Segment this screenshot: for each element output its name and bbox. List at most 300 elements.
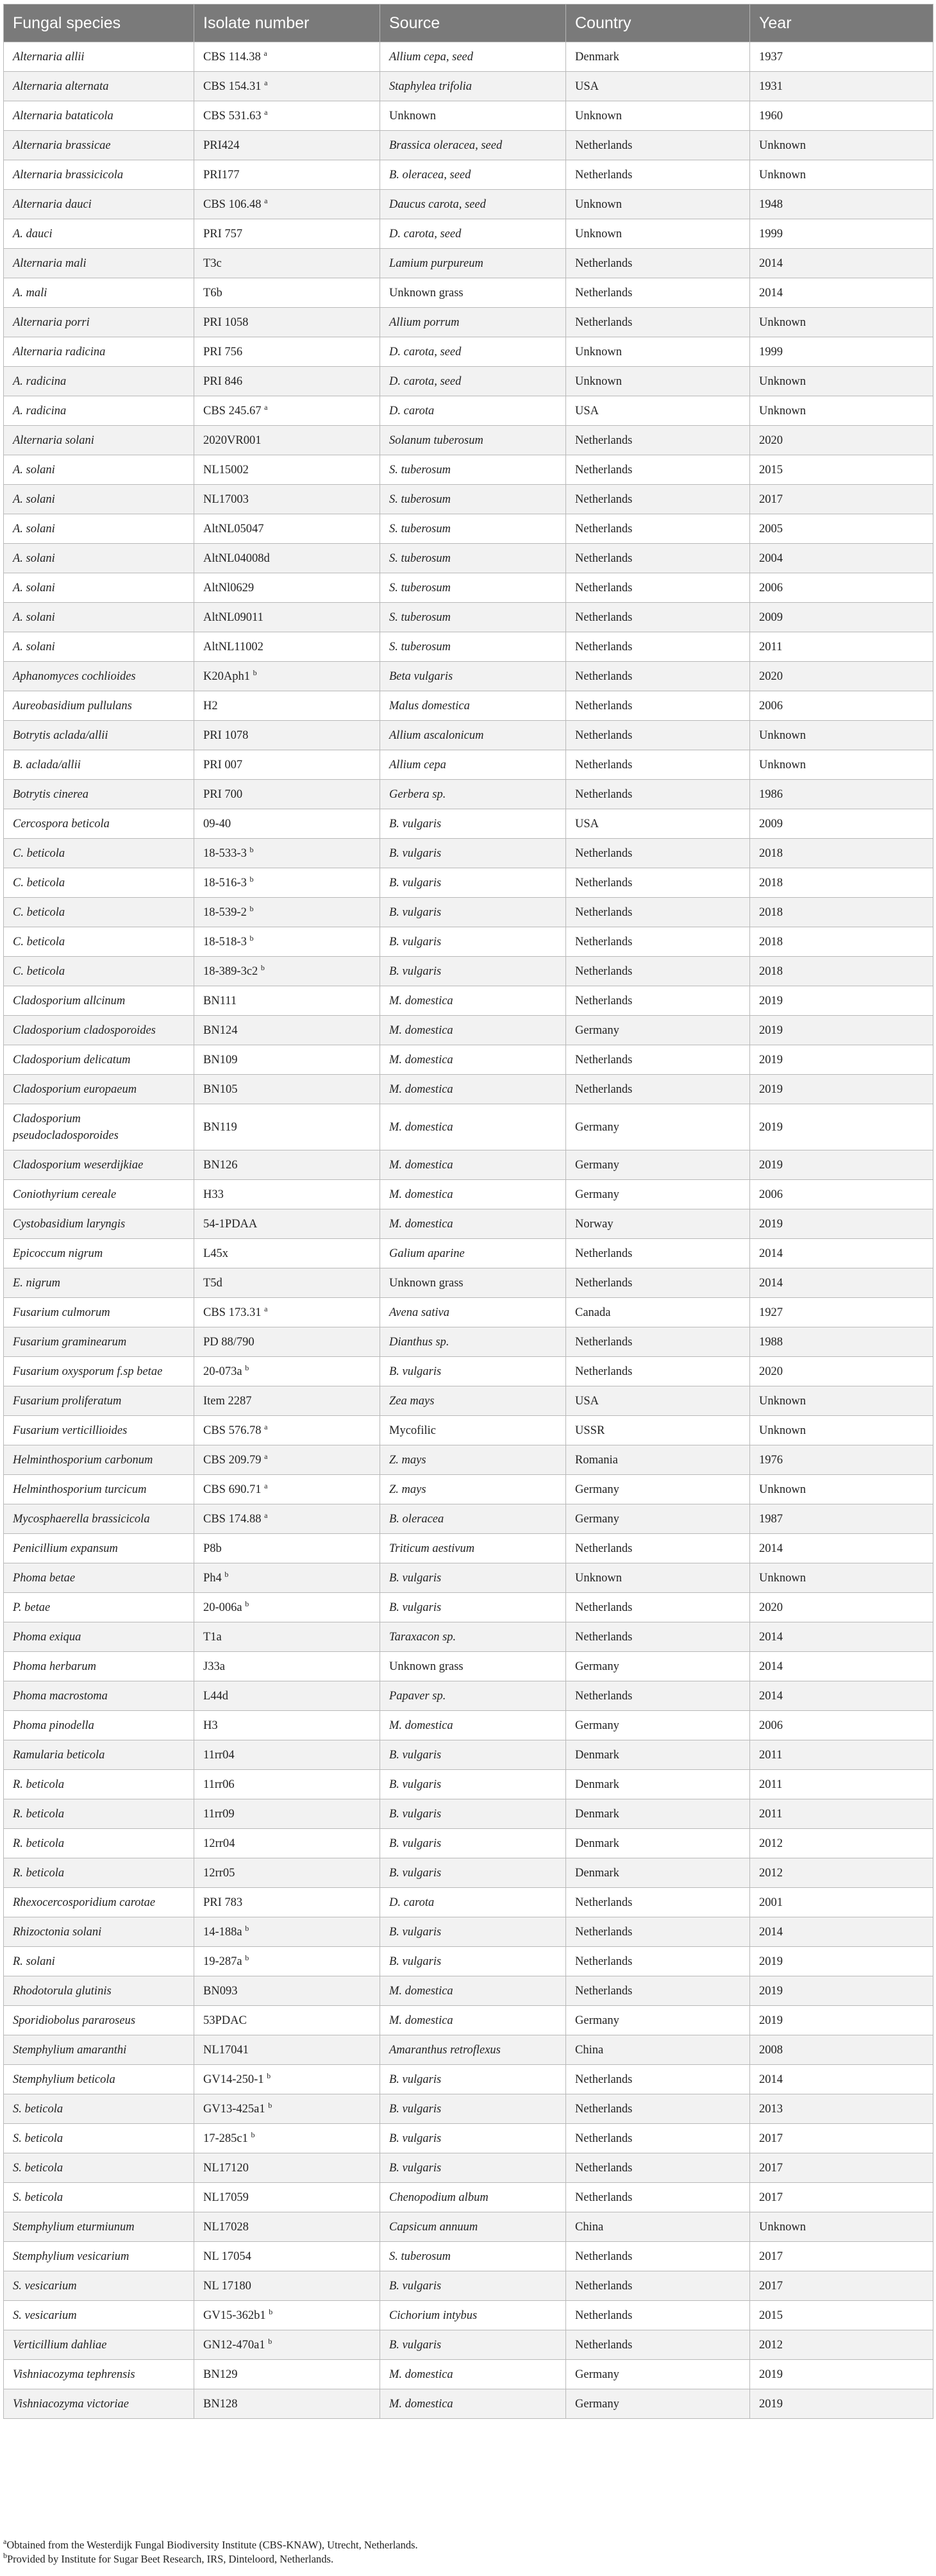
cell-source-text: Mycofilic	[389, 1424, 436, 1437]
cell-source-text: B. vulgaris	[389, 905, 442, 919]
footnote-ref: a	[264, 1451, 268, 1461]
cell-isolate	[194, 42, 380, 72]
cell-year	[750, 2330, 933, 2360]
cell-isolate-text: PRI 783	[203, 1896, 243, 1909]
cell-year	[750, 1534, 933, 1563]
cell-year-text: 2006	[759, 1188, 783, 1201]
cell-country	[566, 750, 750, 780]
cell-source	[380, 219, 566, 249]
cell-source-text: Amaranthus retroflexus	[389, 2043, 501, 2057]
cell-isolate	[194, 1075, 380, 1104]
table-row	[4, 1917, 933, 1947]
table-row	[4, 1504, 933, 1534]
footnote-ref: b	[245, 1953, 249, 1962]
cell-source-text: Staphylea trifolia	[389, 80, 472, 93]
cell-isolate	[194, 691, 380, 721]
header-year: Year	[750, 4, 933, 42]
cell-source-text: B. vulgaris	[389, 876, 442, 889]
cell-species-text: R. beticola	[13, 1866, 65, 1880]
cell-year	[750, 544, 933, 573]
table-row	[4, 1475, 933, 1504]
cell-species-text: Fusarium proliferatum	[13, 1394, 122, 1408]
cell-source-text: Gerbera sp.	[389, 787, 446, 801]
cell-country	[566, 219, 750, 249]
table-row	[4, 1770, 933, 1799]
cell-year-text: 2013	[759, 2102, 783, 2116]
cell-country-text: Netherlands	[575, 434, 633, 447]
cell-species	[4, 1947, 194, 1976]
cell-isolate	[194, 131, 380, 160]
cell-isolate	[194, 2242, 380, 2271]
cell-isolate-text: CBS 174.88	[203, 1512, 262, 1526]
cell-species	[4, 1150, 194, 1180]
cell-source-text: B. vulgaris	[389, 2161, 442, 2175]
cell-species	[4, 2389, 194, 2419]
cell-source-text: B. oleracea, seed	[389, 168, 471, 181]
cell-species	[4, 839, 194, 868]
cell-species-text: P. betae	[13, 1601, 51, 1614]
cell-country	[566, 2065, 750, 2094]
cell-species	[4, 1180, 194, 1209]
cell-source	[380, 190, 566, 219]
cell-source	[380, 868, 566, 898]
cell-isolate-text: 12rr04	[203, 1837, 235, 1850]
cell-country	[566, 1445, 750, 1475]
cell-year-text: 2015	[759, 2309, 783, 2322]
cell-country-text: Netherlands	[575, 905, 633, 919]
cell-year-text: Unknown	[759, 758, 806, 771]
cell-species-text: Penicillium expansum	[13, 1542, 118, 1555]
cell-isolate-text: CBS 690.71	[203, 1483, 262, 1496]
cell-isolate-text: PRI 1058	[203, 316, 249, 329]
cell-isolate-text: Ph4	[203, 1571, 222, 1585]
cell-isolate	[194, 2271, 380, 2301]
cell-species-text: A. solani	[13, 640, 55, 653]
cell-isolate	[194, 101, 380, 131]
table-row	[4, 2330, 933, 2360]
cell-isolate-text: H3	[203, 1719, 218, 1732]
cell-species-text: Stemphylium amaranthi	[13, 2043, 127, 2057]
cell-species-text: Coniothyrium cereale	[13, 1188, 117, 1201]
cell-country-text: Germany	[575, 2014, 619, 2027]
cell-species-text: A. dauci	[13, 227, 53, 240]
cell-year-text: 1987	[759, 1512, 783, 1526]
cell-country	[566, 101, 750, 131]
footnote-ref: b	[249, 845, 254, 854]
cell-year-text: 2014	[759, 1247, 783, 1260]
cell-species-text: Mycosphaerella brassicicola	[13, 1512, 150, 1526]
cell-source-text: M. domestica	[389, 2014, 453, 2027]
cell-source	[380, 2271, 566, 2301]
cell-country	[566, 2212, 750, 2242]
cell-country-text: Germany	[575, 1660, 619, 1673]
cell-year-text: 2009	[759, 610, 783, 624]
cell-source	[380, 1386, 566, 1416]
table-row	[4, 721, 933, 750]
table-row	[4, 1829, 933, 1858]
cell-country	[566, 603, 750, 632]
cell-isolate	[194, 632, 380, 662]
cell-source	[380, 2065, 566, 2094]
cell-source	[380, 2124, 566, 2153]
cell-country	[566, 1180, 750, 1209]
footnote-ref: a	[264, 1304, 268, 1313]
footnote-mark: a	[3, 2537, 7, 2546]
table-row	[4, 573, 933, 603]
table-row	[4, 426, 933, 455]
cell-source-text: B. vulgaris	[389, 1571, 442, 1585]
cell-country	[566, 986, 750, 1016]
footnote-ref: b	[245, 1923, 249, 1933]
cell-source-text: M. domestica	[389, 2397, 453, 2411]
table-row	[4, 308, 933, 337]
cell-year	[750, 809, 933, 839]
table-row	[4, 1740, 933, 1770]
cell-year	[750, 927, 933, 957]
cell-species-text: A. mali	[13, 286, 47, 299]
cell-source-text: D. carota, seed	[389, 227, 462, 240]
cell-year	[750, 1681, 933, 1711]
cell-species	[4, 514, 194, 544]
cell-year-text: 2014	[759, 1689, 783, 1703]
cell-year-text: 1999	[759, 227, 783, 240]
cell-isolate-text: H33	[203, 1188, 224, 1201]
cell-source	[380, 1976, 566, 2006]
cell-year-text: 2020	[759, 434, 783, 447]
cell-species-text: Cladosporium europaeum	[13, 1082, 137, 1096]
cell-isolate-text: CBS 245.67	[203, 404, 262, 417]
cell-source-text: B. vulgaris	[389, 2279, 442, 2293]
cell-species	[4, 160, 194, 190]
cell-year-text: 2006	[759, 581, 783, 594]
cell-country	[566, 249, 750, 278]
cell-isolate-text: BN093	[203, 1984, 238, 1998]
cell-year	[750, 721, 933, 750]
cell-country-text: Netherlands	[575, 1601, 633, 1614]
table-row	[4, 2094, 933, 2124]
cell-source-text: B. vulgaris	[389, 1748, 442, 1762]
cell-isolate	[194, 1504, 380, 1534]
cell-species-text: Alternaria bataticola	[13, 109, 113, 122]
cell-species-text: Rhizoctonia solani	[13, 1925, 102, 1939]
cell-year	[750, 308, 933, 337]
cell-year-text: 2014	[759, 1630, 783, 1644]
cell-year-text: Unknown	[759, 728, 806, 742]
cell-species-text: Alternaria porri	[13, 316, 90, 329]
cell-year-text: 2001	[759, 1896, 783, 1909]
table-body	[4, 42, 933, 2419]
cell-year	[750, 603, 933, 632]
cell-species	[4, 1298, 194, 1327]
cell-year	[750, 426, 933, 455]
cell-country-text: Netherlands	[575, 1896, 633, 1909]
cell-isolate-text: J33a	[203, 1660, 225, 1673]
cell-country	[566, 1947, 750, 1976]
cell-year-text: Unknown	[759, 1394, 806, 1408]
cell-year	[750, 2153, 933, 2183]
cell-species	[4, 1045, 194, 1075]
cell-year	[750, 1475, 933, 1504]
cell-source-text: M. domestica	[389, 1188, 453, 1201]
cell-source	[380, 1298, 566, 1327]
table-row	[4, 1681, 933, 1711]
footnote-ref: b	[267, 2071, 271, 2080]
cell-isolate-text: CBS 531.63	[203, 109, 262, 122]
cell-species	[4, 1016, 194, 1045]
table-row	[4, 396, 933, 426]
cell-year-text: 1976	[759, 1453, 783, 1467]
cell-year-text: 2015	[759, 463, 783, 476]
cell-species-text: Sporidiobolus pararoseus	[13, 2014, 136, 2027]
cell-year	[750, 2065, 933, 2094]
cell-source-text: S. tuberosum	[389, 610, 451, 624]
cell-year-text: 2018	[759, 905, 783, 919]
cell-species-text: Cladosporium delicatum	[13, 1053, 131, 1066]
table-row	[4, 2124, 933, 2153]
cell-year-text: 2020	[759, 669, 783, 683]
cell-source-text: Chenopodium album	[389, 2191, 489, 2204]
cell-year	[750, 1652, 933, 1681]
cell-isolate-text: NL17003	[203, 492, 249, 506]
cell-species	[4, 1209, 194, 1239]
cell-year	[750, 1239, 933, 1268]
cell-country-text: Netherlands	[575, 640, 633, 653]
footnote-a	[3, 2538, 926, 2552]
cell-species-text: A. solani	[13, 610, 55, 624]
cell-year	[750, 1858, 933, 1888]
cell-country	[566, 1593, 750, 1622]
table-row	[4, 1209, 933, 1239]
cell-species	[4, 573, 194, 603]
cell-country-text: Netherlands	[575, 1955, 633, 1968]
footnote-text: Obtained from the Westerdijk Fungal Biodiversity Institute (CBS-KNAW), Utrecht, Netherlands.	[6, 2539, 418, 2551]
table-row	[4, 1045, 933, 1075]
cell-species	[4, 780, 194, 809]
cell-isolate	[194, 1740, 380, 1770]
cell-source-text: B. vulgaris	[389, 1955, 442, 1968]
cell-species-text: E. nigrum	[13, 1276, 60, 1290]
cell-source-text: Malus domestica	[389, 699, 470, 712]
cell-isolate-text: T3c	[203, 257, 222, 270]
cell-species	[4, 1104, 194, 1150]
cell-year-text: 2019	[759, 1158, 783, 1172]
cell-isolate	[194, 2360, 380, 2389]
cell-species	[4, 603, 194, 632]
cell-source	[380, 1150, 566, 1180]
table-row	[4, 219, 933, 249]
cell-source	[380, 249, 566, 278]
cell-isolate-text: BN124	[203, 1023, 238, 1037]
cell-country-text: Netherlands	[575, 846, 633, 860]
cell-source	[380, 485, 566, 514]
footnote-ref: a	[264, 78, 268, 87]
cell-source	[380, 42, 566, 72]
cell-species-text: Helminthosporium turcicum	[13, 1483, 147, 1496]
footnote-ref: a	[264, 402, 268, 412]
cell-species	[4, 1268, 194, 1298]
cell-source-text: M. domestica	[389, 1053, 453, 1066]
cell-country	[566, 632, 750, 662]
cell-country-text: Netherlands	[575, 2279, 633, 2293]
table-row	[4, 514, 933, 544]
cell-year-text: 1986	[759, 787, 783, 801]
cell-country-text: Netherlands	[575, 2073, 633, 2086]
cell-isolate	[194, 1652, 380, 1681]
cell-source-text: Taraxacon sp.	[389, 1630, 456, 1644]
cell-species	[4, 2212, 194, 2242]
cell-source	[380, 396, 566, 426]
cell-year	[750, 2006, 933, 2035]
table-row	[4, 101, 933, 131]
table-row	[4, 1534, 933, 1563]
cell-species-text: Vishniacozyma victoriae	[13, 2397, 130, 2411]
cell-year	[750, 396, 933, 426]
table-row	[4, 337, 933, 367]
cell-year-text: 2017	[759, 492, 783, 506]
footnote-mark: b	[3, 2551, 7, 2560]
cell-year	[750, 131, 933, 160]
table-row	[4, 691, 933, 721]
cell-isolate-text: BN129	[203, 2368, 238, 2381]
cell-isolate-text: BN111	[203, 994, 237, 1007]
cell-isolate-text: T5d	[203, 1276, 222, 1290]
cell-species-text: Cladosporium pseudocladosporoides	[13, 1112, 119, 1142]
cell-source-text: D. carota	[389, 404, 435, 417]
cell-isolate-text: GV13-425a1	[203, 2102, 265, 2116]
cell-species-text: Fusarium verticillioides	[13, 1424, 128, 1437]
cell-source	[380, 780, 566, 809]
cell-country	[566, 2094, 750, 2124]
cell-year-text: Unknown	[759, 2220, 806, 2234]
cell-isolate	[194, 426, 380, 455]
cell-isolate-text: NL17028	[203, 2220, 249, 2234]
table-row	[4, 2212, 933, 2242]
cell-isolate-text: T1a	[203, 1630, 222, 1644]
cell-source-text: Z. mays	[389, 1453, 426, 1467]
table-row	[4, 2035, 933, 2065]
cell-year-text: 2014	[759, 1925, 783, 1939]
cell-year-text: 2019	[759, 1984, 783, 1998]
cell-source	[380, 514, 566, 544]
cell-year	[750, 1799, 933, 1829]
cell-source	[380, 308, 566, 337]
cell-species-text: Fusarium culmorum	[13, 1306, 110, 1319]
table-row	[4, 1711, 933, 1740]
cell-source	[380, 1357, 566, 1386]
cell-source-text: M. domestica	[389, 1719, 453, 1732]
footnote-ref: b	[260, 963, 265, 972]
cell-isolate	[194, 898, 380, 927]
cell-year-text: 2005	[759, 522, 783, 535]
cell-country	[566, 1681, 750, 1711]
cell-isolate	[194, 278, 380, 308]
cell-source-text: B. vulgaris	[389, 1925, 442, 1939]
cell-year	[750, 42, 933, 72]
cell-country	[566, 131, 750, 160]
cell-species-text: Cercospora beticola	[13, 817, 110, 830]
cell-species-text: Vishniacozyma tephrensis	[13, 2368, 135, 2381]
cell-isolate	[194, 1045, 380, 1075]
cell-isolate	[194, 1593, 380, 1622]
cell-country	[566, 485, 750, 514]
cell-year	[750, 1711, 933, 1740]
cell-year-text: 2017	[759, 2132, 783, 2145]
cell-source-text: Triticum aestivum	[389, 1542, 475, 1555]
cell-source	[380, 1799, 566, 1829]
cell-year-text: 2011	[759, 640, 783, 653]
cell-source	[380, 957, 566, 986]
cell-species	[4, 1829, 194, 1858]
cell-species	[4, 1386, 194, 1416]
footnote-ref: a	[264, 1481, 268, 1490]
cell-species	[4, 1976, 194, 2006]
cell-year-text: 2014	[759, 1660, 783, 1673]
cell-isolate-text: AltNL04008d	[203, 551, 270, 565]
cell-source-text: Papaver sp.	[389, 1689, 446, 1703]
cell-isolate-text: CBS 576.78	[203, 1424, 262, 1437]
cell-species	[4, 2271, 194, 2301]
cell-country-text: Netherlands	[575, 257, 633, 270]
cell-year	[750, 101, 933, 131]
cell-country	[566, 2389, 750, 2419]
cell-species-text: Phoma betae	[13, 1571, 76, 1585]
cell-species-text: Alternaria allii	[13, 50, 85, 63]
cell-isolate	[194, 2124, 380, 2153]
cell-isolate-text: BN109	[203, 1053, 238, 1066]
cell-source-text: B. vulgaris	[389, 2132, 442, 2145]
cell-year-text: 2011	[759, 1807, 783, 1821]
cell-species	[4, 249, 194, 278]
cell-year-text: 2004	[759, 551, 783, 565]
cell-species	[4, 1357, 194, 1386]
cell-country-text: Netherlands	[575, 1082, 633, 1096]
cell-country	[566, 1045, 750, 1075]
cell-country-text: Denmark	[575, 1837, 619, 1850]
cell-isolate	[194, 868, 380, 898]
footnote-ref: b	[268, 2100, 272, 2110]
cell-species-text: Cladosporium cladosporoides	[13, 1023, 156, 1037]
cell-species	[4, 632, 194, 662]
cell-year	[750, 2094, 933, 2124]
cell-country-text: Netherlands	[575, 994, 633, 1007]
table-row	[4, 986, 933, 1016]
cell-year	[750, 337, 933, 367]
table-row	[4, 2065, 933, 2094]
cell-species	[4, 927, 194, 957]
cell-species-text: Cladosporium allcinum	[13, 994, 126, 1007]
cell-isolate	[194, 1829, 380, 1858]
cell-species-text: Ramularia beticola	[13, 1748, 105, 1762]
cell-year-text: 2012	[759, 1866, 783, 1880]
cell-country	[566, 1858, 750, 1888]
cell-country-text: USSR	[575, 1424, 605, 1437]
cell-species	[4, 367, 194, 396]
cell-species	[4, 278, 194, 308]
cell-isolate-text: 19-287a	[203, 1955, 242, 1968]
cell-source	[380, 2006, 566, 2035]
cell-year-text: 2012	[759, 2338, 783, 2352]
cell-isolate-text: L45x	[203, 1247, 229, 1260]
cell-country-text: Netherlands	[575, 2132, 633, 2145]
cell-species-text: B. aclada/allii	[13, 758, 81, 771]
cell-isolate-text: 20-073a	[203, 1365, 242, 1378]
cell-isolate	[194, 927, 380, 957]
table-row	[4, 72, 933, 101]
cell-source-text: B. vulgaris	[389, 935, 442, 948]
cell-source-text: B. vulgaris	[389, 2073, 442, 2086]
cell-source	[380, 2035, 566, 2065]
cell-isolate	[194, 839, 380, 868]
